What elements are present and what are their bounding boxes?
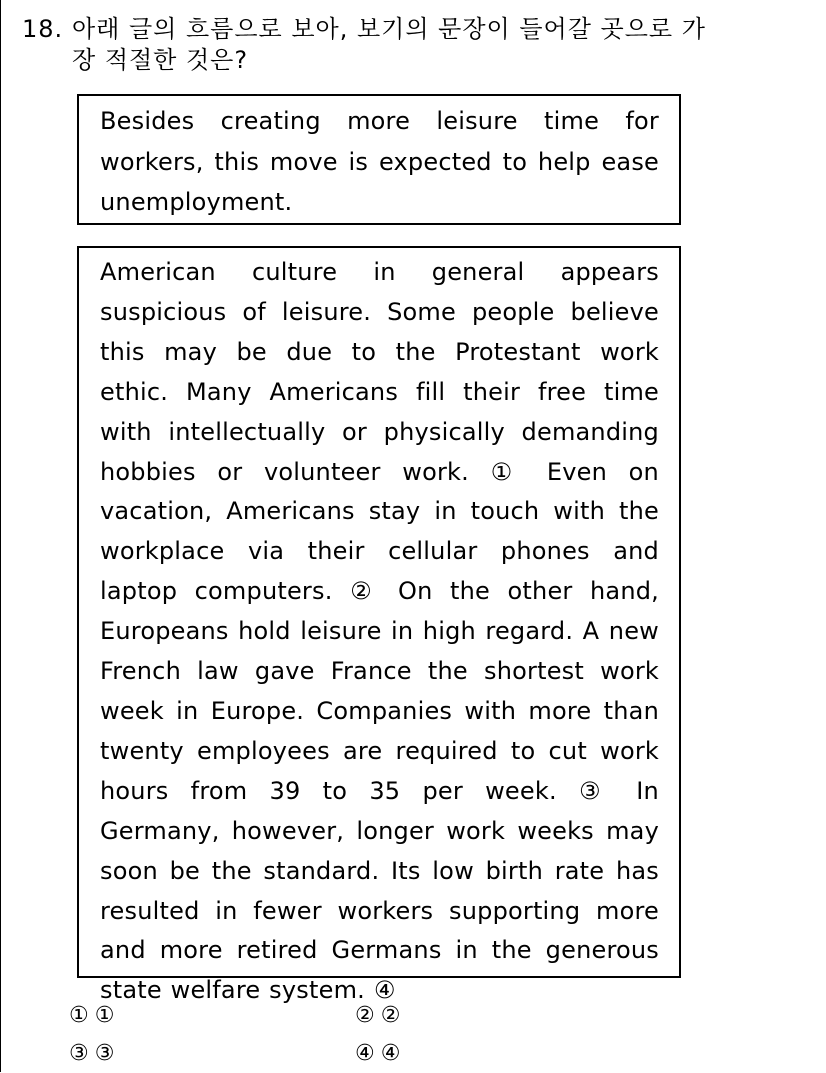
passage-sentence-group-3: On the other hand, Europeans hold leisure in high regard. A new French law gave France the shortest work week in Europe. Companies with more than twenty employees are required to cut work hours from 39 to 35 per week. — [100, 577, 659, 805]
passage-sentence-group-2: Even on vacation, Americans stay in touch with the workplace via their cellular phones and laptop computers. — [100, 457, 659, 606]
question-number: 18. — [22, 15, 64, 43]
question-line-1 — [22, 14, 782, 45]
insertion-marker-1: ① — [490, 457, 526, 486]
choice-3-value: ③ — [94, 1041, 115, 1066]
insertion-marker-2: ② — [350, 577, 381, 606]
choice-4[interactable] — [355, 1035, 641, 1073]
choice-4-marker: ④ — [355, 1041, 381, 1066]
choice-1-marker: ① — [69, 1003, 95, 1028]
insertion-marker-4: ④ — [373, 976, 396, 1005]
given-sentence-box — [77, 94, 681, 225]
choice-row-1 — [69, 997, 729, 1035]
choice-3[interactable] — [69, 1035, 355, 1073]
passage-box — [77, 246, 681, 1005]
question-line-2: 장 적절한 것은? — [72, 46, 249, 74]
choice-2-value: ② — [380, 1003, 401, 1028]
question-text-1: 아래 글의 흐름으로 보아, 보기의 문장이 들어갈 곳으로 가 — [72, 15, 706, 43]
choice-row-2 — [69, 1035, 729, 1073]
page-left-border — [0, 0, 1, 1072]
question-stem — [22, 14, 782, 76]
choice-1-value: ① — [94, 1003, 115, 1028]
choice-1[interactable] — [69, 997, 355, 1035]
passage-sentence-group-1: American culture in general appears suspicious of leisure. Some people believe this may be due to the Protestant work ethic. Many Americans fill their free time with intellectually or physically demanding hobbies or volunteer work. — [100, 258, 659, 486]
choice-4-value: ④ — [380, 1041, 401, 1066]
choice-2[interactable] — [355, 997, 641, 1035]
choice-2-marker: ② — [355, 1003, 381, 1028]
insertion-marker-3: ③ — [579, 776, 615, 805]
choice-3-marker: ③ — [69, 1041, 95, 1066]
passage-sentence-group-4: In Germany, however, longer work weeks may soon be the standard. Its low birth rate has resulted in fewer workers supporting more and more retired Germans in the generous state welfare system. — [100, 776, 659, 1005]
given-sentence: Besides creating more leisure time for workers, this move is expected to help ease unemployment. — [100, 107, 659, 216]
answer-choices — [69, 997, 729, 1073]
